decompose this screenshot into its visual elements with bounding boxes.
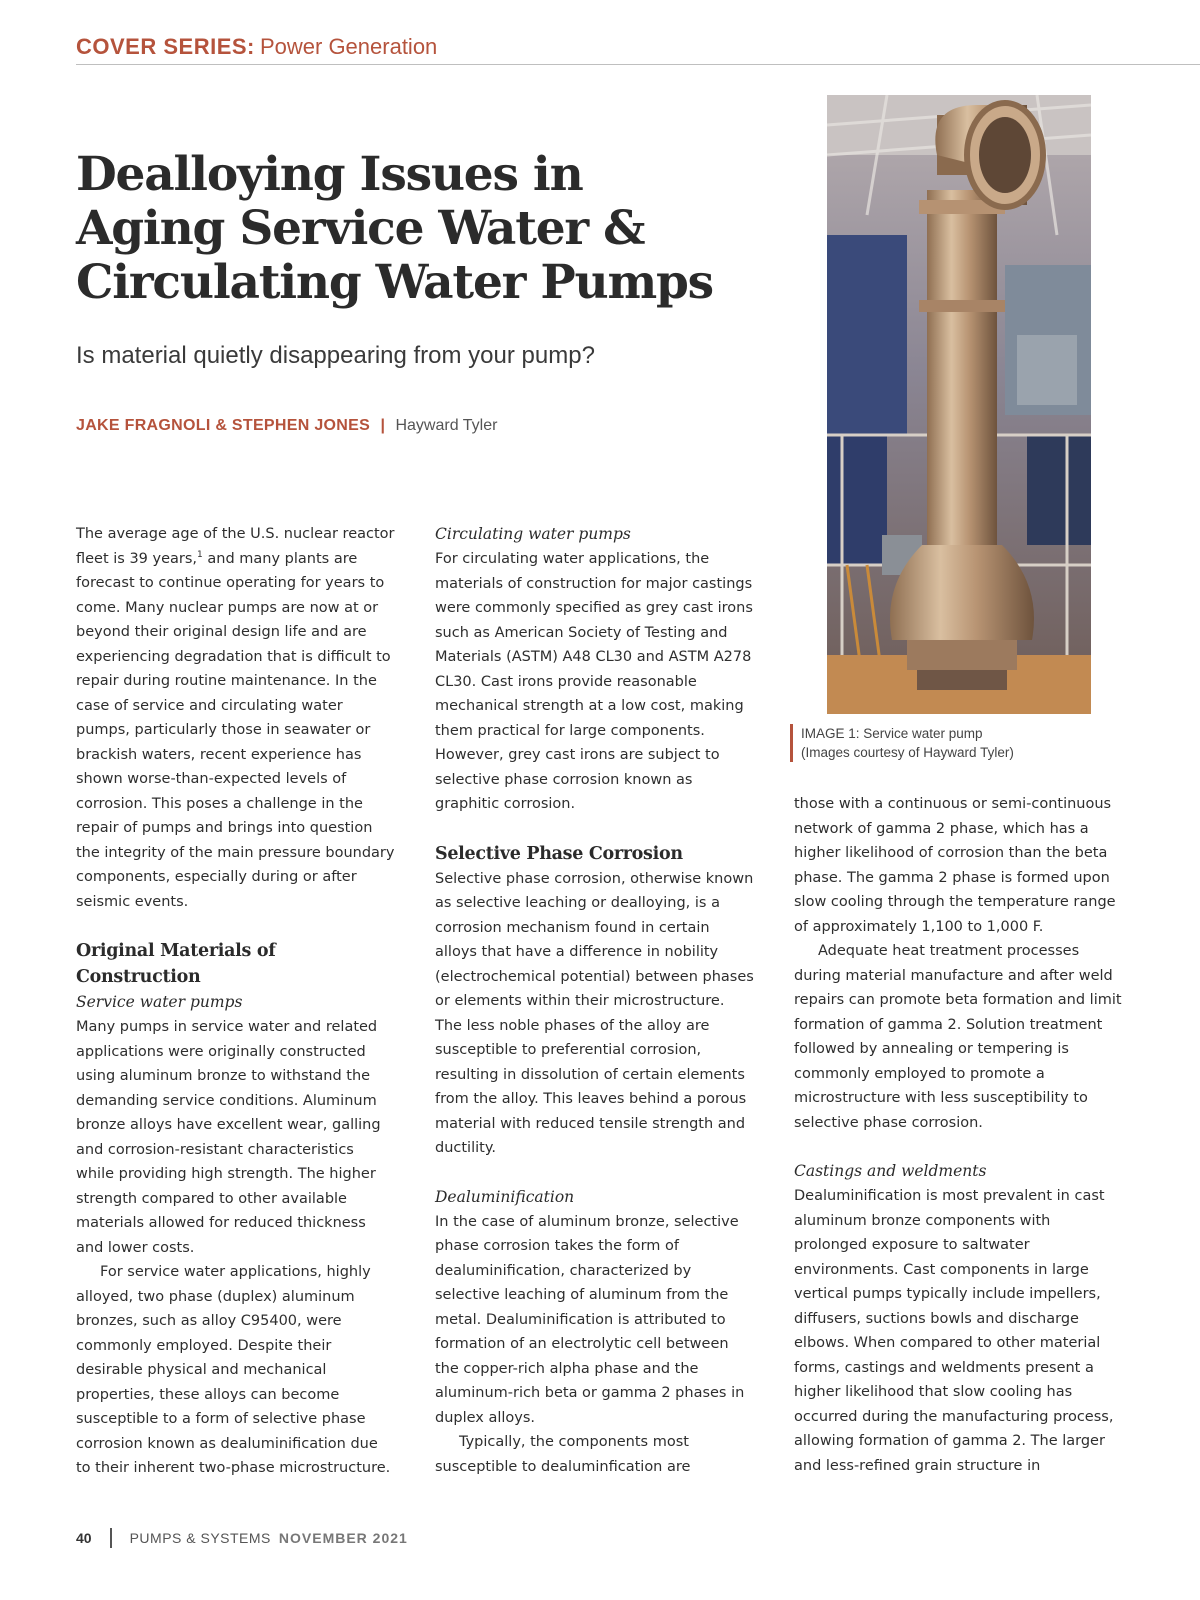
- intro-text-a: The average age of the U.S. nuclear reactor fleet is 39 years,: [76, 526, 395, 567]
- paragraph-col3-1: those with a continuous or semi-continuous network of gamma 2 phase, which has a higher likelihood of corrosion than the beta phase. The gamma 2 phase is formed upon slow cooling through the temperature range of approximately 1,100 to 1,000 F.: [794, 796, 1116, 935]
- article-subtitle: Is material quietly disappearing from your pump?: [76, 342, 595, 369]
- byline-authors: JAKE FRAGNOLI & STEPHEN JONES: [76, 417, 371, 434]
- heading-selective-phase: Selective Phase Corrosion: [435, 843, 683, 864]
- paragraph-circulating: For circulating water applications, the materials of construction for major castings were commonly specified as grey cast irons such as American Society of Testing and Materials (ASTM) A48 CL30 and ASTM A278 CL30. Cast irons provide reasonable mechanical strength at a low cost, making them practical for large components. However, grey cast irons are subject to selective phase corrosion known as graphitic corrosion.: [435, 551, 753, 812]
- paragraph-service-1: Many pumps in service water and related applications were originally constructed using aluminum bronze to withstand the demanding service conditions. Aluminum bronze alloys have excellent wear, galling and corrosion-resistant characteristics while providing high strength. The higher strength compared to other available materials allowed for reduced thickness and lower costs.: [76, 1019, 381, 1256]
- image-caption: [790, 724, 1121, 762]
- subheading-castings: Castings and weldments: [794, 1162, 987, 1180]
- intro-text-b: and many plants are forecast to continue operating for years to come. Many nuclear pumps are now at or beyond their original design life and are experiencing degradation that is difficult to repair during routine maintenance. In the case of service and circulating water pumps, particularly those in seawater or brackish waters, recent experience has shown worse-than-expected levels of corrosion. This poses a challenge in the repair of pumps and brings into question the integrity of the main pressure boundary components, especially during or after seismic events.: [76, 550, 395, 910]
- subheading-service-water: Service water pumps: [76, 993, 243, 1011]
- footnote-ref: 1: [197, 549, 203, 560]
- series-kicker: COVER SERIES:: [76, 34, 255, 59]
- paragraph-service-2: For service water applications, highly alloyed, two phase (duplex) aluminum bronzes, such as alloy C95400, were commonly employed. Despite their desirable physical and mechanical properties, these alloys can become susceptible to a form of selective phase corrosion known as dealuminification due to their inherent two-phase microstructure.: [76, 1264, 391, 1476]
- series-section: Power Generation: [259, 34, 438, 59]
- caption-line-1: IMAGE 1: Service water pump: [801, 726, 983, 741]
- caption-line-2: (Images courtesy of Hayward Tyler): [801, 745, 1014, 760]
- section-header: [76, 34, 1200, 65]
- page-footer: [76, 1528, 408, 1548]
- paragraph-selective: Selective phase corrosion, otherwise known as selective leaching or dealloying, is a corrosion mechanism found in certain alloys that have a difference in nobility (electrochemical potential) between phases or elements within their microstructure. The less noble phases of the alloy are susceptible to preferential corrosion, resulting in dissolution of certain elements from the alloy. This leaves behind a porous material with reduced tensile strength and ductility.: [435, 870, 754, 1156]
- paragraph-dealum-2: Typically, the components most susceptible to dealuminfication are: [435, 1434, 691, 1475]
- footer-divider: [110, 1528, 112, 1548]
- subheading-dealuminification: Dealuminification: [435, 1187, 575, 1206]
- article-title: Dealloying Issues in Aging Service Water & Circulating Water Pumps: [76, 147, 713, 310]
- pump-photo: [827, 95, 1091, 714]
- service-water-pump-illustration: [827, 95, 1091, 714]
- paragraph-intro: [76, 522, 396, 914]
- body-column-3: [794, 792, 1124, 1478]
- heading-original-materials: Original Materials of Construction: [76, 941, 276, 987]
- body-column-2: [435, 522, 755, 1479]
- byline: [76, 417, 497, 435]
- byline-separator: |: [380, 417, 386, 434]
- issue-date: NOVEMBER 2021: [278, 1530, 408, 1546]
- paragraph-col3-2: Adequate heat treatment processes during material manufacture and after weld repairs can promote beta formation and limit formation of gamma 2. Solution treatment followed by annealing or tempering is commonly employed to promote a microstructure with less susceptibility to selective phase corrosion.: [794, 943, 1122, 1131]
- page-number: 40: [76, 1530, 92, 1546]
- body-column-1: [76, 522, 396, 1481]
- paragraph-dealum-1: In the case of aluminum bronze, selective phase corrosion takes the form of dealuminification, characterized by selective leaching of aluminum from the metal. Dealuminification is attributed to formation of an electrolytic cell between the copper-rich alpha phase and the aluminum-rich beta or gamma 2 phases in duplex alloys.: [435, 1213, 745, 1426]
- byline-company: Hayward Tyler: [395, 417, 498, 434]
- subheading-circulating-water: Circulating water pumps: [435, 525, 631, 543]
- publication-name: PUMPS & SYSTEMS: [129, 1530, 271, 1546]
- paragraph-castings: Dealuminification is most prevalent in cast aluminum bronze components with prolonged exposure to saltwater environments. Cast components in large vertical pumps typically include impellers, diffusers, suctions bowls and discharge elbows. When compared to other material forms, castings and weldments present a higher likelihood that slow cooling has occurred during the manufacturing process, allowing formation of gamma 2. The larger and less-refined grain structure in: [794, 1188, 1114, 1474]
